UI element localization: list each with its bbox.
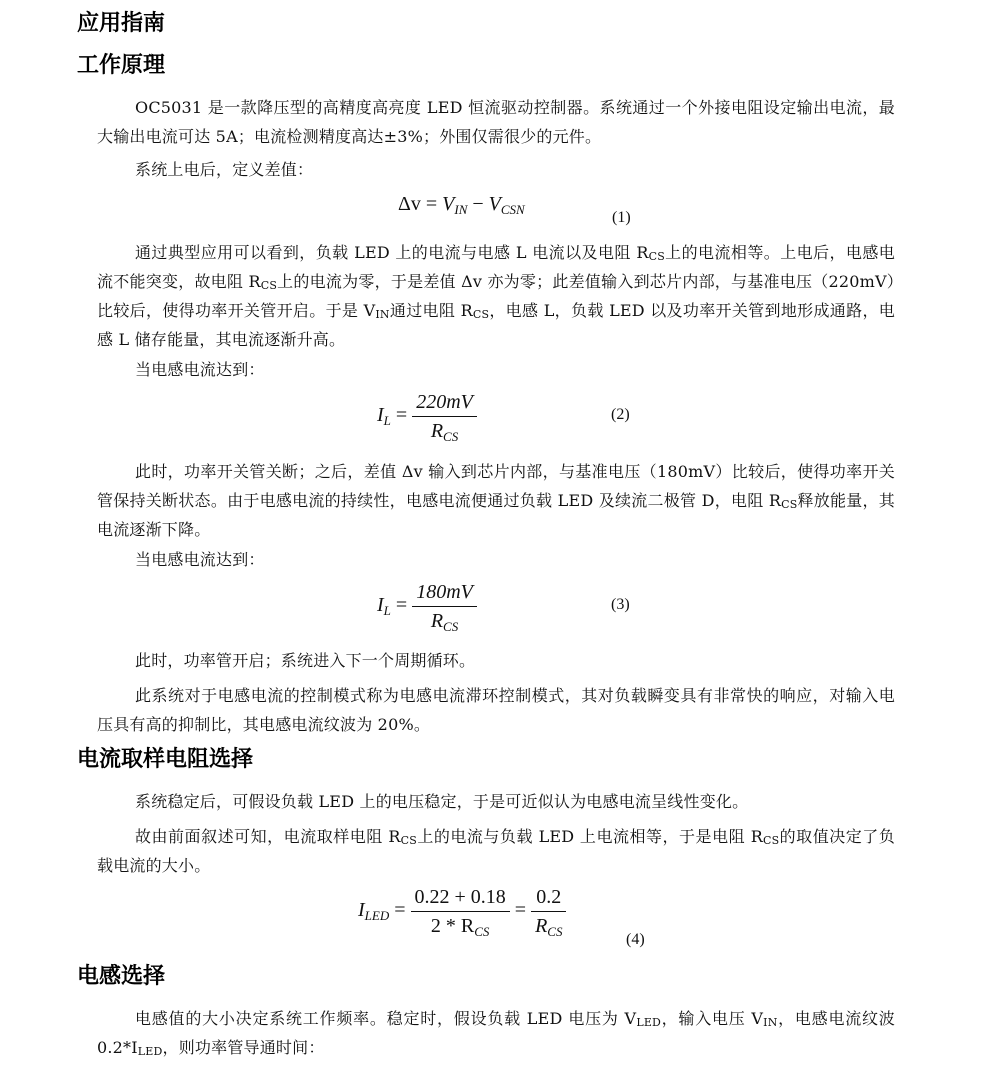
equation-3: $I_L$ = $\frac{180mV}{R_{CS}}$ xyxy=(377,580,477,633)
paragraph-typical-application: 通过典型应用可以看到，负载 LED 上的电流与电感 L 电流以及电阻 $R_{CS}$上的电流相等。上电后，电感电流不能突变，故电阻 $R_{CS}$上的电流为零，于是差值 Δv 亦为零；此差值输入到芯片内部，与基准电压（220mV）比较后，使得功率开关管开启。于是 $V_{IN}$通过电阻 $R_{CS}$，电感 L，负载 LED 以及功率开关管到地形成通路，电感 L 储存能量，其电流逐渐升高。 xyxy=(97,243,895,349)
equation-1-number: (1) xyxy=(612,209,631,226)
equation-1: $\Delta v = V_{IN} - V_{CSN}$ xyxy=(398,193,525,217)
equation-2: $I_L$ = $\frac{220mV}{R_{CS}}$ xyxy=(377,390,477,443)
equation-2-number: (2) xyxy=(611,406,630,423)
paragraph-define-difference: 系统上电后，定义差值： xyxy=(135,160,314,179)
paragraph-switch-off: 此时，功率开关管关断；之后，差值 Δv 输入到芯片内部，与基准电压（180mV）比较后，使得功率开关管保持关断状态。由于电感电流的持续性，电感电流便通过负载 LED 及续流二极管 D，电阻 $R_{CS}$释放能量，其电流逐渐下降。 xyxy=(97,462,895,539)
heading-working-principle: 工作原理 xyxy=(77,53,166,78)
paragraph-current-reaches-2: 当电感电流达到： xyxy=(135,550,265,569)
paragraph-intro: OC5031 是一款降压型的高精度高亮度 LED 恒流驱动控制器。系统通过一个外接电阻设定输出电流，最大输出电流可达 5A；电流检测精度高达±3%；外围仅需很少的元件。 xyxy=(97,98,895,146)
equation-4-number: (4) xyxy=(626,931,645,948)
paragraph-sense-resistor-value: 故由前面叙述可知，电流取样电阻 $R_{CS}$上的电流与负载 LED 上电流相等，于是电阻 $R_{CS}$的取值决定了负载电流的大小。 xyxy=(97,827,895,875)
equation-3-number: (3) xyxy=(611,596,630,613)
paragraph-current-reaches-1: 当电感电流达到： xyxy=(135,360,265,379)
paragraph-hysteresis-control: 此系统对于电感电流的控制模式称为电感电流滞环控制模式，其对负载瞬变具有非常快的响应，对输入电压具有高的抑制比，其电感电流纹波为 20%。 xyxy=(97,686,895,734)
paragraph-steady-state: 系统稳定后，可假设负载 LED 上的电压稳定，于是可近似认为电感电流呈线性变化。 xyxy=(135,792,749,811)
heading-sense-resistor: 电流取样电阻选择 xyxy=(77,747,254,772)
paragraph-next-cycle: 此时，功率管开启；系统进入下一个周期循环。 xyxy=(135,651,476,670)
equation-4: $I_{LED}$ = $\frac{0.22 + 0.18}{2 * R_{CS}}$ = $\frac{0.2}{R_{CS}}$ xyxy=(358,885,566,938)
heading-inductor-selection: 电感选择 xyxy=(77,964,166,989)
page-title: 应用指南 xyxy=(77,11,166,36)
paragraph-inductor-value: 电感值的大小决定系统工作频率。稳定时，假设负载 LED 电压为 $V_{LED}$，输入电压 $V_{IN}$，电感电流纹波 $0.2*I_{LED}$，则功率管导通时间： xyxy=(97,1009,895,1058)
